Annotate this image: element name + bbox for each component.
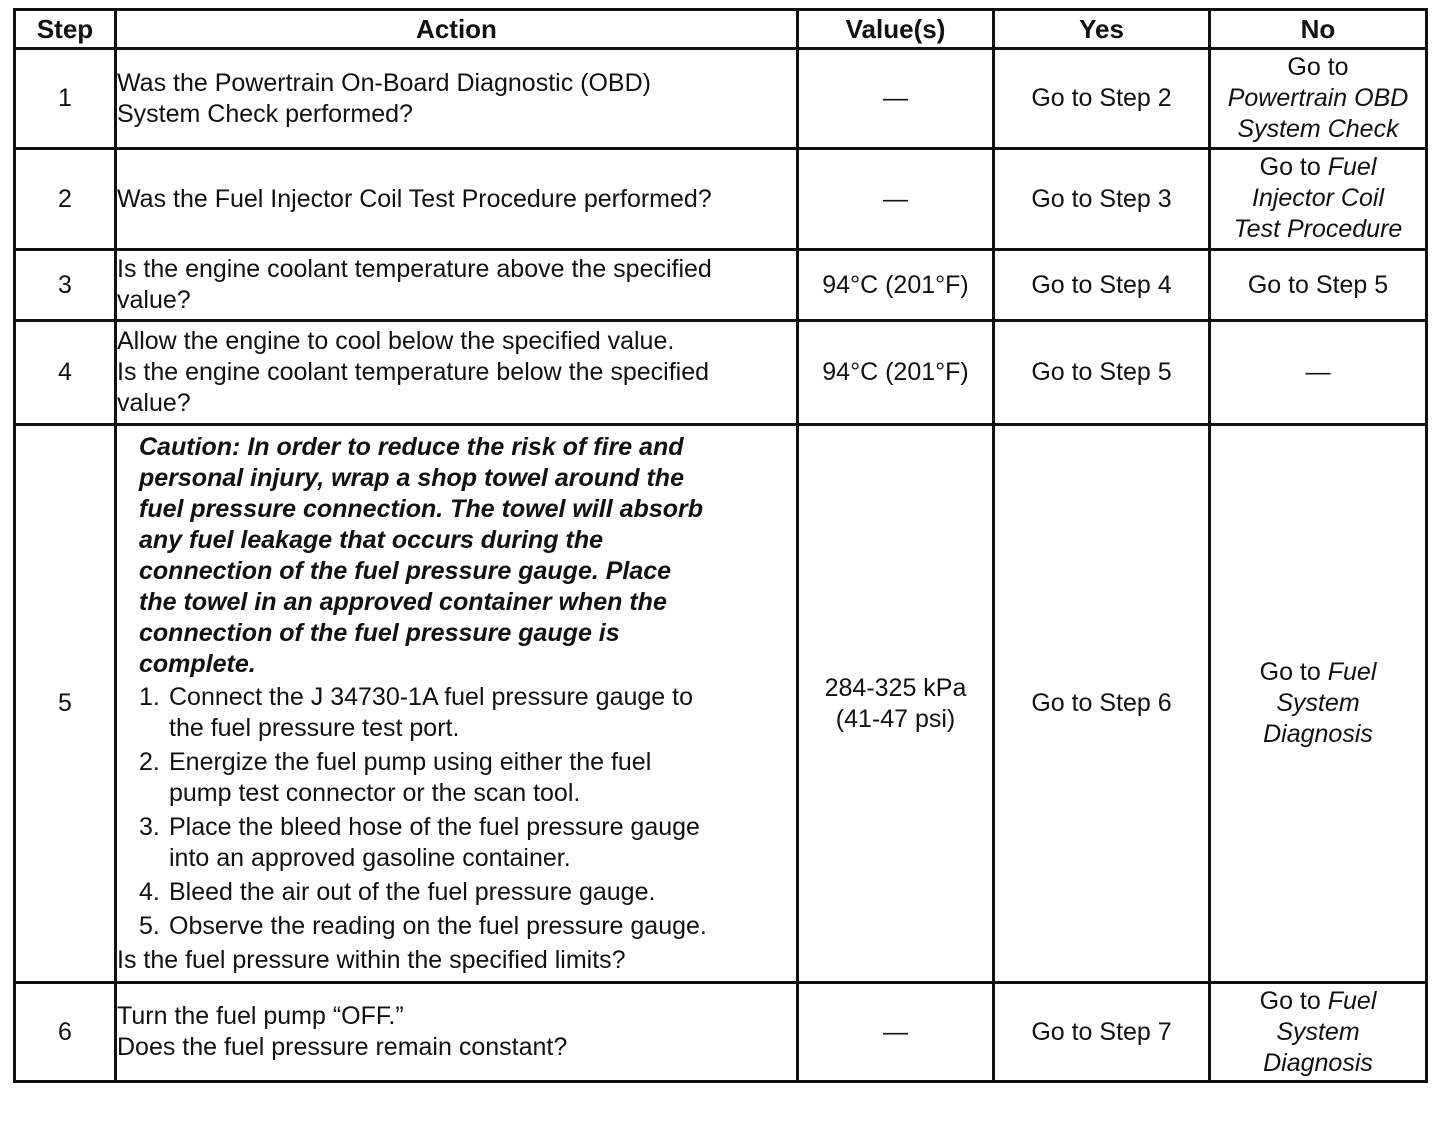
yes-cell: Go to Step 3 bbox=[994, 149, 1210, 250]
no-cell bbox=[1210, 149, 1427, 250]
procedure-step-number: 2. bbox=[139, 747, 160, 776]
no-link-line: Diagnosis bbox=[1263, 720, 1373, 748]
no-link-word: Fuel bbox=[1327, 153, 1377, 181]
no-link-line: Injector Coil bbox=[1252, 184, 1384, 212]
table-row bbox=[15, 425, 1427, 983]
step-number: 2 bbox=[15, 149, 116, 250]
action-cell bbox=[116, 983, 798, 1082]
value-cell: 94°C (201°F) bbox=[798, 250, 994, 321]
diagnostic-table bbox=[13, 8, 1428, 1083]
action-cell bbox=[116, 149, 798, 250]
caution-line: any fuel leakage that occurs during the bbox=[139, 525, 604, 554]
no-link-line: System bbox=[1276, 1018, 1360, 1046]
procedure-line: Place the bleed hose of the fuel pressure gauge bbox=[169, 812, 700, 841]
no-cell: Go to Step 5 bbox=[1210, 250, 1427, 321]
procedure-step-number: 3. bbox=[139, 812, 160, 841]
procedure-step-number: 1. bbox=[139, 682, 160, 711]
procedure-step bbox=[139, 747, 796, 809]
procedure-step bbox=[139, 682, 796, 744]
procedure-step-text bbox=[169, 747, 796, 809]
procedure-step bbox=[139, 911, 796, 942]
no-cell bbox=[1210, 983, 1427, 1082]
no-prefix: Go to bbox=[1287, 53, 1349, 81]
value-cell: 94°C (201°F) bbox=[798, 321, 994, 425]
header-step: Step bbox=[15, 10, 116, 49]
no-link-line bbox=[1211, 152, 1425, 183]
caution-line: Caution: In order to reduce the risk of fire and bbox=[139, 432, 684, 461]
caution-line: connection of the fuel pressure gauge. Place bbox=[139, 556, 672, 585]
action-cell bbox=[116, 425, 798, 983]
value-cell bbox=[798, 49, 994, 149]
action-line: value? bbox=[117, 286, 191, 314]
no-cell bbox=[1210, 425, 1427, 983]
header-values: Value(s) bbox=[798, 10, 994, 49]
procedure-step bbox=[139, 812, 796, 874]
procedure-step-text bbox=[169, 911, 796, 942]
action-cell bbox=[116, 49, 798, 149]
yes-cell: Go to Step 5 bbox=[994, 321, 1210, 425]
no-link-word: Fuel bbox=[1327, 987, 1377, 1015]
caution-line: fuel pressure connection. The towel will absorb bbox=[139, 494, 703, 523]
procedure-line: the fuel pressure test port. bbox=[169, 713, 460, 742]
step-number: 4 bbox=[15, 321, 116, 425]
action-line: Turn the fuel pump “OFF.” bbox=[117, 1002, 404, 1030]
procedure-step-text bbox=[169, 877, 796, 908]
procedure-step-text bbox=[169, 812, 796, 874]
no-link-line: System Check bbox=[1237, 115, 1399, 143]
header-no: No bbox=[1210, 10, 1427, 49]
no-link-line bbox=[1211, 986, 1425, 1017]
caution-line: the towel in an approved container when the bbox=[139, 587, 667, 616]
procedure-line: Observe the reading on the fuel pressure gauge. bbox=[169, 911, 707, 940]
procedure-line: pump test connector or the scan tool. bbox=[169, 778, 581, 807]
value-cell bbox=[798, 149, 994, 250]
value-dash: — bbox=[883, 184, 908, 213]
table-row bbox=[15, 149, 1427, 250]
caution-line: connection of the fuel pressure gauge is bbox=[139, 618, 620, 647]
table-row bbox=[15, 983, 1427, 1082]
action-line: Does the fuel pressure remain constant? bbox=[117, 1033, 568, 1061]
procedure-step bbox=[139, 877, 796, 908]
yes-cell: Go to Step 7 bbox=[994, 983, 1210, 1082]
procedure-line: into an approved gasoline container. bbox=[169, 843, 571, 872]
action-line: value? bbox=[117, 389, 191, 417]
action-line: Was the Fuel Injector Coil Test Procedure performed? bbox=[117, 184, 712, 213]
value-dash: — bbox=[883, 84, 908, 112]
no-link-line: Powertrain OBD bbox=[1227, 84, 1409, 112]
action-line: Was the Powertrain On-Board Diagnostic (OBD) bbox=[117, 68, 651, 97]
action-line: System Check performed? bbox=[117, 99, 413, 128]
value-line: (41-47 psi) bbox=[835, 704, 956, 733]
no-prefix: Go to bbox=[1259, 987, 1321, 1015]
action-question: Is the fuel pressure within the specified limits? bbox=[117, 945, 626, 974]
action-cell bbox=[116, 250, 798, 321]
no-link-line: System bbox=[1276, 689, 1360, 717]
caution-line: personal injury, wrap a shop towel around the bbox=[139, 463, 684, 492]
step-number: 1 bbox=[15, 49, 116, 149]
value-cell bbox=[798, 425, 994, 983]
procedure-line: Connect the J 34730-1A fuel pressure gauge to bbox=[169, 682, 693, 711]
action-line: Allow the engine to cool below the specified value. bbox=[117, 327, 675, 355]
value-dash: — bbox=[883, 1017, 908, 1046]
no-link-line: Test Procedure bbox=[1233, 215, 1403, 243]
step-number: 3 bbox=[15, 250, 116, 321]
table-row bbox=[15, 49, 1427, 149]
yes-cell: Go to Step 4 bbox=[994, 250, 1210, 321]
no-link-line bbox=[1211, 657, 1425, 688]
caution-text bbox=[139, 432, 796, 680]
header-yes: Yes bbox=[994, 10, 1210, 49]
action-cell bbox=[116, 321, 798, 425]
no-link-word: Fuel bbox=[1327, 658, 1377, 686]
table-row bbox=[15, 250, 1427, 321]
header-action: Action bbox=[116, 10, 798, 49]
yes-cell: Go to Step 6 bbox=[994, 425, 1210, 983]
procedure-step-number: 4. bbox=[139, 877, 160, 906]
header-row bbox=[15, 10, 1427, 49]
procedure-steps bbox=[117, 682, 796, 942]
no-cell bbox=[1210, 49, 1427, 149]
step-number: 6 bbox=[15, 983, 116, 1082]
no-prefix: Go to bbox=[1259, 658, 1321, 686]
no-cell: — bbox=[1210, 321, 1427, 425]
diagnostic-page bbox=[13, 8, 1425, 1083]
procedure-step-text bbox=[169, 682, 796, 744]
step-number: 5 bbox=[15, 425, 116, 983]
value-cell bbox=[798, 983, 994, 1082]
procedure-line: Energize the fuel pump using either the fuel bbox=[169, 747, 652, 776]
caution-line: complete. bbox=[139, 649, 256, 678]
no-link-line: Diagnosis bbox=[1263, 1049, 1373, 1077]
table-row bbox=[15, 321, 1427, 425]
procedure-line: Bleed the air out of the fuel pressure gauge. bbox=[169, 877, 656, 906]
no-prefix: Go to bbox=[1259, 153, 1321, 181]
yes-cell: Go to Step 2 bbox=[994, 49, 1210, 149]
action-line: Is the engine coolant temperature above the specified bbox=[117, 255, 712, 283]
value-line: 284-325 kPa bbox=[824, 673, 967, 702]
procedure-step-number: 5. bbox=[139, 911, 160, 940]
action-line: Is the engine coolant temperature below the specified bbox=[117, 358, 710, 386]
